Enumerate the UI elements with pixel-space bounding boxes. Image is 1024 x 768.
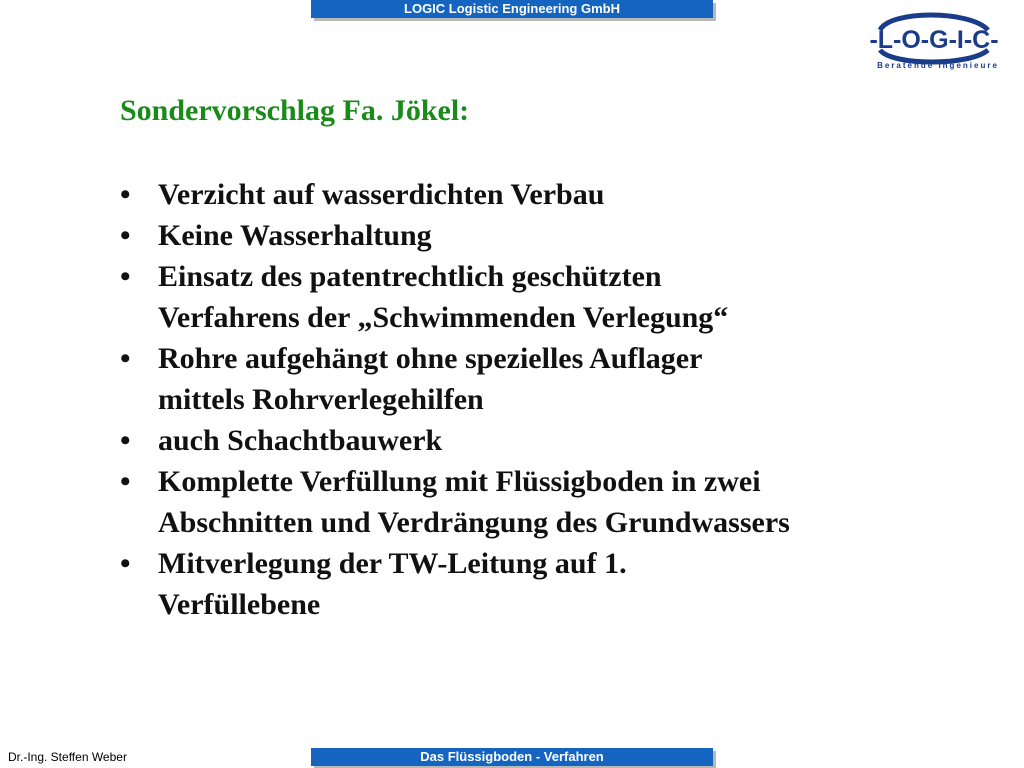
bullet-symbol: • [120,342,131,375]
logic-logo-icon [860,8,1008,72]
bullet-item [120,256,790,338]
bullet-item [120,174,790,215]
bullet-text-line: Keine Wasserhaltung [158,219,432,252]
topic-banner: Das Flüssigboden - Verfahren [311,748,713,766]
bullet-symbol: • [120,424,131,457]
bullet-text-line: Komplette Verfüllung mit Flüssigboden in zwei [158,465,761,498]
bullet-text-line: Rohre aufgehängt ohne spezielles Auflager [158,342,703,375]
bullet-text-line: auch Schachtbauwerk [158,424,443,457]
logo-tagline: Beratende Ingenieure [877,61,999,70]
company-banner: LOGIC Logistic Engineering GmbH [311,0,713,18]
bullet-text-line: Abschnitten und Verdrängung des Grundwassers [158,506,790,539]
slide-title: Sondervorschlag Fa. Jökel: [120,94,470,127]
bullet-item [120,461,790,543]
bullet-list [120,174,790,625]
bullet-text-line: mittels Rohrverlegehilfen [158,383,484,416]
bullet-item [120,420,790,461]
bullet-symbol: • [120,178,131,211]
bullet-item [120,543,790,625]
bullet-text-line: Verfüllebene [158,588,321,621]
bullet-text-line: Verzicht auf wasserdichten Verbau [158,178,605,211]
bullet-symbol: • [120,260,131,293]
bullet-item [120,215,790,256]
bullet-item [120,338,790,420]
bullet-symbol: • [120,547,131,580]
logo-wordmark: -L-O-G-I-C- [869,26,999,54]
bullet-text-line: Verfahrens der „Schwimmenden Verlegung“ [158,301,729,334]
bullet-symbol: • [120,219,131,252]
bullet-text-line: Mitverlegung der TW-Leitung auf 1. [158,547,627,580]
bullet-text-line: Einsatz des patentrechtlich geschützten [158,260,662,293]
author-name: Dr.-Ing. Steffen Weber [8,750,127,764]
bullet-symbol: • [120,465,131,498]
